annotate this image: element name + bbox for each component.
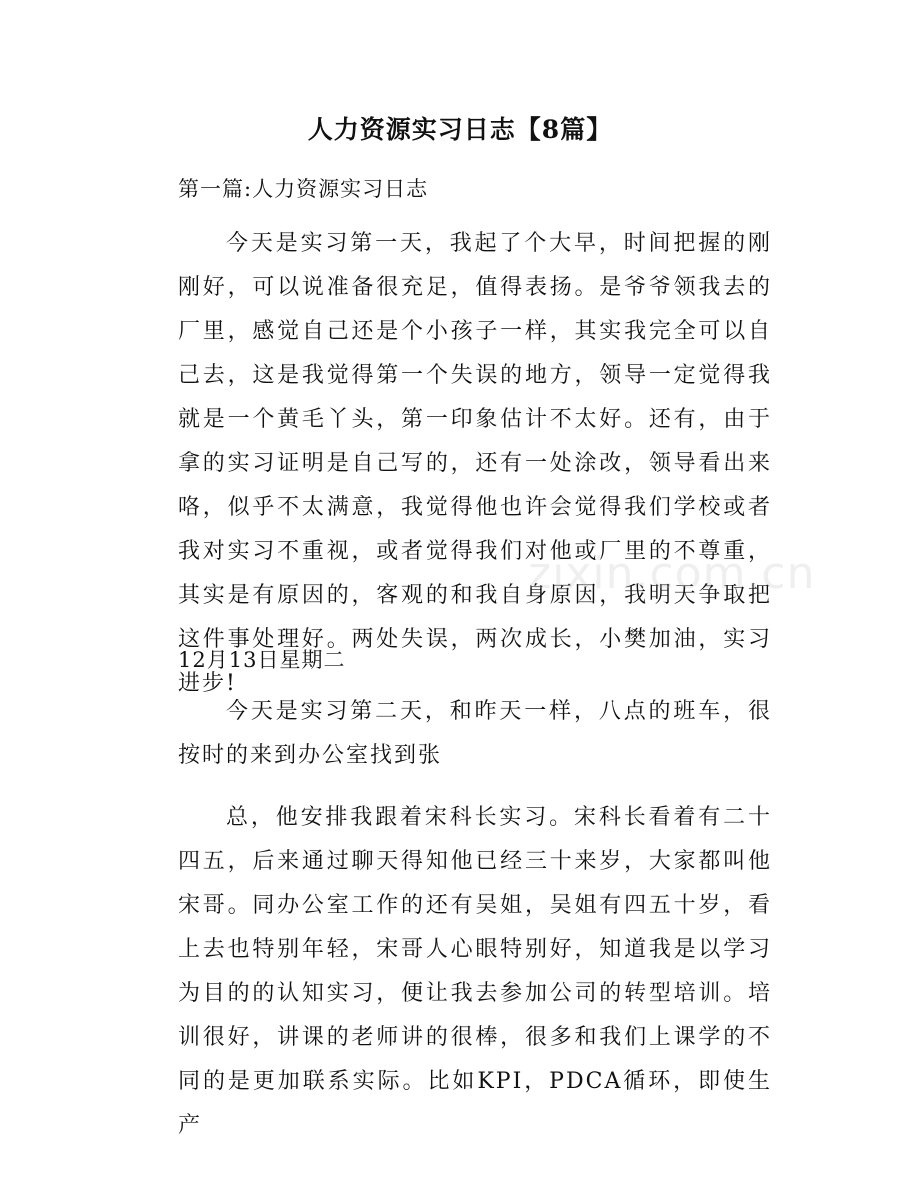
date-heading: 12月13日星期二 (178, 648, 346, 672)
watermark: zixin.com.cn (528, 548, 816, 599)
paragraph-2: 今天是实习第二天，和昨天一样，八点的班车，很按时的来到办公室找到张 (178, 699, 772, 768)
document-title: 人力资源实习日志【8篇】 (307, 115, 613, 144)
section-heading: 第一篇:人力资源实习日志 (178, 177, 429, 201)
paragraph-3: 总，他安排我跟着宋科长实习。宋科长看着有二十四五，后来通过聊天得知他已经三十来岁，大家都叫他宋哥。同办公室工作的还有吴姐，吴姐有四五十岁，看上去也特别年轻，宋哥人心眼特别好，知道我是以学习为目的的认知实习，便让我去参加公司的转型培训。培训很好，讲课的老师讲的很棒，很多和我们上课学的不同的是更加联系实际。比如KPI，PDCA循环，即使生产 (178, 805, 772, 1138)
paragraph-1: 今天是实习第一天，我起了个大早，时间把握的刚刚好，可以说准备很充足，值得表扬。是爷爷领我去的厂里，感觉自己还是个小孩子一样，其实我完全可以自己去，这是我觉得第一个失误的地方，领导一定觉得我就是一个黄毛丫头，第一印象估计不太好。还有，由于拿的实习证明是自己写的，还有一处涂改，领导看出来咯，似乎不太满意，我觉得他也许会觉得我们学校或者我对实习不重视，或者觉得我们对他或厂里的不尊重，其实是有原因的，客观的和我自身原因，我明天争取把这件事处理好。两处失误，两次成长，小樊加油，实习进步! (178, 231, 772, 696)
